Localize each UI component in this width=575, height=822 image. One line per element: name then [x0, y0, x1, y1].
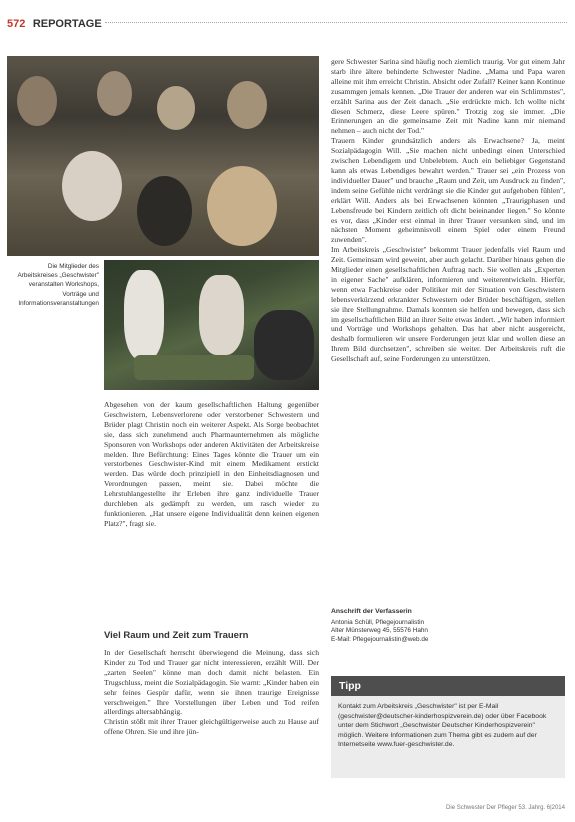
subheading: Viel Raum und Zeit zum Trauern	[104, 630, 249, 641]
left-column-continued	[104, 648, 319, 737]
paragraph: Im Arbeitskreis „Geschwister" bekommt Trauer jedenfalls viel Raum und Zeit. Gemeinsam wird geweint, aber auch gelacht. Darüber hinaus gehen die Mitglieder einen gesellschaftlichen Auftrag nach. Sie wollen als „Experten in eigener Sache" aufklären, informieren und weiterentwickeln. Hierfür, wenn etwa Fachkreise oder Politiker mit der Situation von Geschwistern lebensverkürzend erkrankter Schwestern oder Brüder beschäftigen, stellen sie ihre Stellungnahme. Damals konnten sie helfen und bewegen, dass sich im gesellschaftlichen Bild an ihrer Seite etwas ändert. „Wir haben informiert und Vorträge und Workshops gehalten. Das hat aber nicht ausgereicht, deshalb formulieren wir unsere Forderungen jetzt klar und wollen diese an Ihrem Bild durchsetzen", schreiben sie weiter. Der Arbeitskreis ruft die Gesellschaft auf, seine Forderungen zu unterstützen.	[331, 245, 565, 364]
author-line: E-Mail: Pflegejournalistin@web.de	[331, 635, 429, 643]
author-label: Anschrift der Verfasserin	[331, 608, 412, 615]
photo-person	[207, 166, 277, 246]
audience-photo	[7, 56, 319, 256]
author-block	[331, 608, 565, 644]
photo-person	[227, 81, 267, 129]
photo-person	[62, 151, 122, 221]
section-label: REPORTAGE	[32, 18, 102, 30]
paragraph: In der Gesellschaft herrscht überwiegend die Meinung, dass sich Kinder zu Tod und Trauer gar nicht interessieren, erzählt Will. Der „zarten Seelen" könne man doch damit nicht belasten. Ein Trugschluss, meint die Sozialpädagogin. Sie warnt: „Kinder haben ein sehr feines Gespür dafür, wenn sie ihnen traurige Ereignisse verschweigen." Ihre Vorstellungen über Leben und Tod reifen allerdings altersabhängig.	[104, 648, 319, 717]
paragraph: Trauern Kinder grundsätzlich anders als Erwachsene? Ja, meint Sozialpädagogin Will. „Sie machen nicht unbedingt einen Unterschied zwischen Lebendigem und Unbelebtem. Auch ein beliebiger Gegenstand kann als etwas Lebendiges bewahrt werden." Trauer sei „ein Prozess von individueller Dauer" und brauche „Raum und Zeit, um Ausdruck zu finden", indem seine Gefühle nicht verdrängt sie die Kinder gut aufgehoben fühlen", erklärt Will. Anders als bei Erwachsenen könnten „Traurigphasen und Lebensfreude bei Kindern zeitlich oft dicht beieinander liegen." So könnte es vor, dass „Kinder erst einmal in ihrer Trauer versunken sind, und im nächsten Moment geheimnisvoll einem Spiel oder einem Freund zuwenden".	[331, 136, 565, 245]
photo-person	[97, 71, 132, 116]
author-line: Antonia Schüll, Pflegejournalistin	[331, 618, 425, 626]
photo-person	[124, 270, 164, 360]
photo-person	[137, 176, 192, 246]
page-footer: Die Schwester Der Pfleger 53. Jahrg. 6|2014	[446, 805, 565, 811]
photo-person	[157, 86, 195, 130]
author-line: Alter Münsterweg 45, 55576 Hahn	[331, 627, 428, 635]
photo-person	[254, 310, 314, 380]
right-column	[331, 57, 565, 364]
paragraph: Abgesehen von der kaum gesellschaftlichen Haltung gegenüber Geschwistern, Lebensverlorene oder verstorbener Schwestern und Brüder plagt Christin noch ein weiterer Aspekt. Als Sorge beobachtet sie, dass sich zunehmend auch Pharmaunternehmen als mögliche Sponsoren von Workshops oder anderen Aktivitäten der Arbeitskreise melden. Ihre Befürchtung: Eines Tages könnte die Trauer um ein verstorbenes Geschwister-Kind mit einem Medikament erstickt werden. Das würde doch prinzipiell in den Einheitsdiagnosen und Verordnungen passen, meint sie. Dabei möchte die Lehrstuhlangestellte ihr Erleben ihre ganz individuelle Trauer durchleben als gedämpft zu werden, um rasch wieder zu funktionieren. „Hat unsere eigene Individualität denn keinen eigenen Platz?", fragt sie.	[104, 400, 319, 528]
tip-title: Tipp	[331, 676, 565, 696]
tip-text: Kontakt zum Arbeitskreis „Geschwister" ist per E-Mail (geschwister@deutscher-kinderhospizverein.de) oder über Facebook unter dem Stichwort „Geschwister Deutscher Kinderhospizverein" möglich. Weitere Informationen zum Thema gibt es zudem auf der Internetseite www.fuer-geschwister.de.	[338, 703, 547, 749]
paragraph: Christin stößt mit ihrer Trauer gleichgültigerweise auch zu Hause auf offene Ohren. Sie und ihre jün-	[104, 717, 319, 737]
photo-person	[17, 76, 57, 126]
tip-box	[331, 676, 565, 778]
paragraph: gere Schwester Sarina sind häufig noch ziemlich traurig. Vor gut einem Jahr starb ihre ältere behinderte Schwester Nadine. „Mama und Papa waren alleine mit ihm erreicht Christin. Absicht oder Zufall? Keiner kann Kontinue zusammgen jemals kennen. „Die Trauer der anderen war ein Schlimmstes", erzählt Sarina aus der Zeit danach. „Sie erdrückte mich. Ich wollte nicht diesen Schmerz, diese Leere spüren." Trotzig zog sie immer. „Die Erinnerungen an die gemeinsame Zeit mit Nadine kann mir niemand nehmen – auch nicht der Tod."	[331, 57, 565, 136]
left-column	[104, 400, 319, 529]
header-rule	[105, 22, 567, 23]
photo-table	[134, 355, 254, 380]
page-header	[7, 14, 567, 30]
photo-caption: Die Mitglieder des Arbeitskreises „Geschwister" veranstalten Workshops, Vorträge und Informationsveranstaltungen	[17, 263, 99, 307]
page-number: 572	[7, 18, 26, 30]
photo-person	[199, 275, 244, 355]
workshop-photo	[104, 260, 319, 390]
